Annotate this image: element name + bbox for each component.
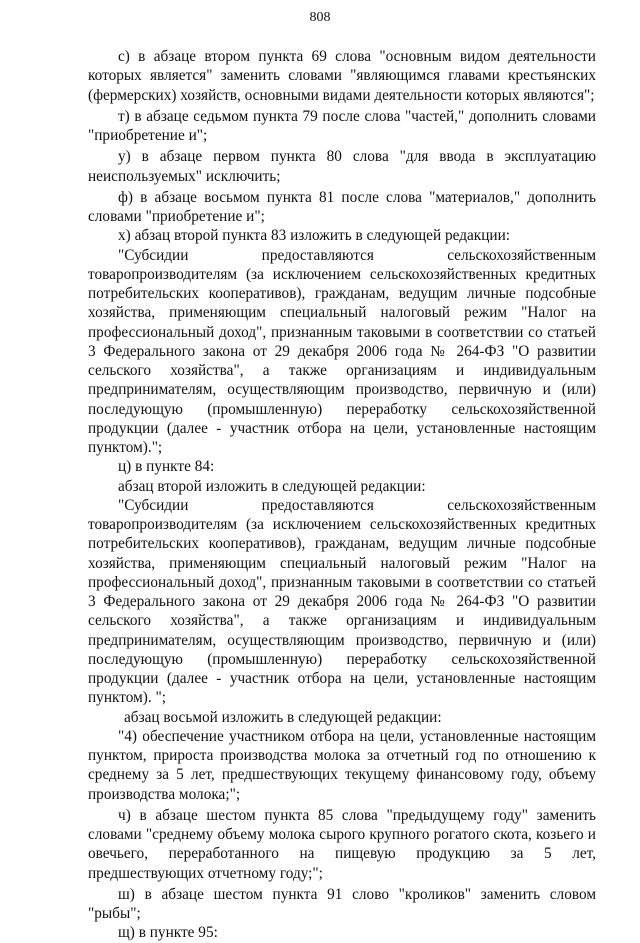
paragraph: "Субсидии предоставляются сельскохозяйственным товаропроизводителям (за исключением сельскохозяйственных кредитных потребительских кооперативов), гражданам, ведущим личные подсобные хозяйства, применяющим специальный налоговый режим "Налог на профессиональный доход", признанным таковыми в соответствии со статьей 3 Федерального закона от 29 декабря 2006 года № 264-ФЗ "О развитии сельского хозяйства", а также организациям и индивидуальным предпринимателям, осуществляющим производство, первичную и (или) последующую (промышленную) переработку сельскохозяйственной продукции (далее - участник отбора на цели, установленные настоящим пунктом). ";	[88, 496, 596, 707]
paragraph: "4) обеспечение участником отбора на цели, установленные настоящим пунктом, прироста производства молока за отчетный год по отношению к среднему за 5 лет, предшествующих текущему финансовому году, объему производства молока;";	[88, 727, 596, 803]
paragraph: щ) в пункте 95:	[118, 924, 218, 942]
paragraph: ф) в абзаце восьмом пункта 81 после слова "материалов," дополнить словами "приобретение и";	[88, 188, 596, 225]
paragraph: т) в абзаце седьмом пункта 79 после слова "частей," дополнить словами "приобретение и";	[88, 107, 596, 144]
paragraph: у) в абзаце первом пункта 80 слова "для ввода в эксплуатацию неиспользуемых" исключить;	[88, 148, 596, 185]
paragraph: ш) в абзаце шестом пункта 91 слово "кроликов" заменить словом "рыбы";	[88, 885, 596, 922]
document-body	[88, 47, 596, 943]
paragraph: х) абзац второй пункта 83 изложить в следующей редакции:	[118, 227, 511, 245]
paragraph: с) в абзаце втором пункта 69 слова "основным видом деятельности которых является" заменить словами "являющимся главами крестьянских (фермерских) хозяйств, основными видами деятельности которых являются";	[88, 48, 596, 104]
paragraph: абзац восьмой изложить в следующей редакции:	[124, 708, 442, 726]
paragraph: "Субсидии предоставляются сельскохозяйственным товаропроизводителям (за исключением сельскохозяйственных кредитных потребительских кооперативов), гражданам, ведущим личные подсобные хозяйства, применяющим специальный налоговый режим "Налог на профессиональный доход", признанным таковыми в соответствии со статьей 3 Федерального закона от 29 декабря 2006 года № 264-ФЗ "О развитии сельского хозяйства", а также организациям и индивидуальным предпринимателям, осуществляющим производство, первичную и (или) последующую (промышленную) переработку сельскохозяйственной продукции (далее - участник отбора на цели, установленные настоящим пунктом).";	[88, 246, 596, 456]
paragraph: абзац второй изложить в следующей редакции:	[118, 477, 426, 495]
paragraph: ч) в абзаце шестом пункта 85 слова "предыдущему году" заменить словами "среднему объему молока сырого крупного рогатого скота, козьего и овечьего, переработанного на пищевую продукцию за 5 лет, предшествующих отчетному году;";	[88, 806, 596, 882]
paragraph: ц) в пункте 84:	[118, 458, 215, 476]
page-number: 808	[309, 10, 331, 25]
